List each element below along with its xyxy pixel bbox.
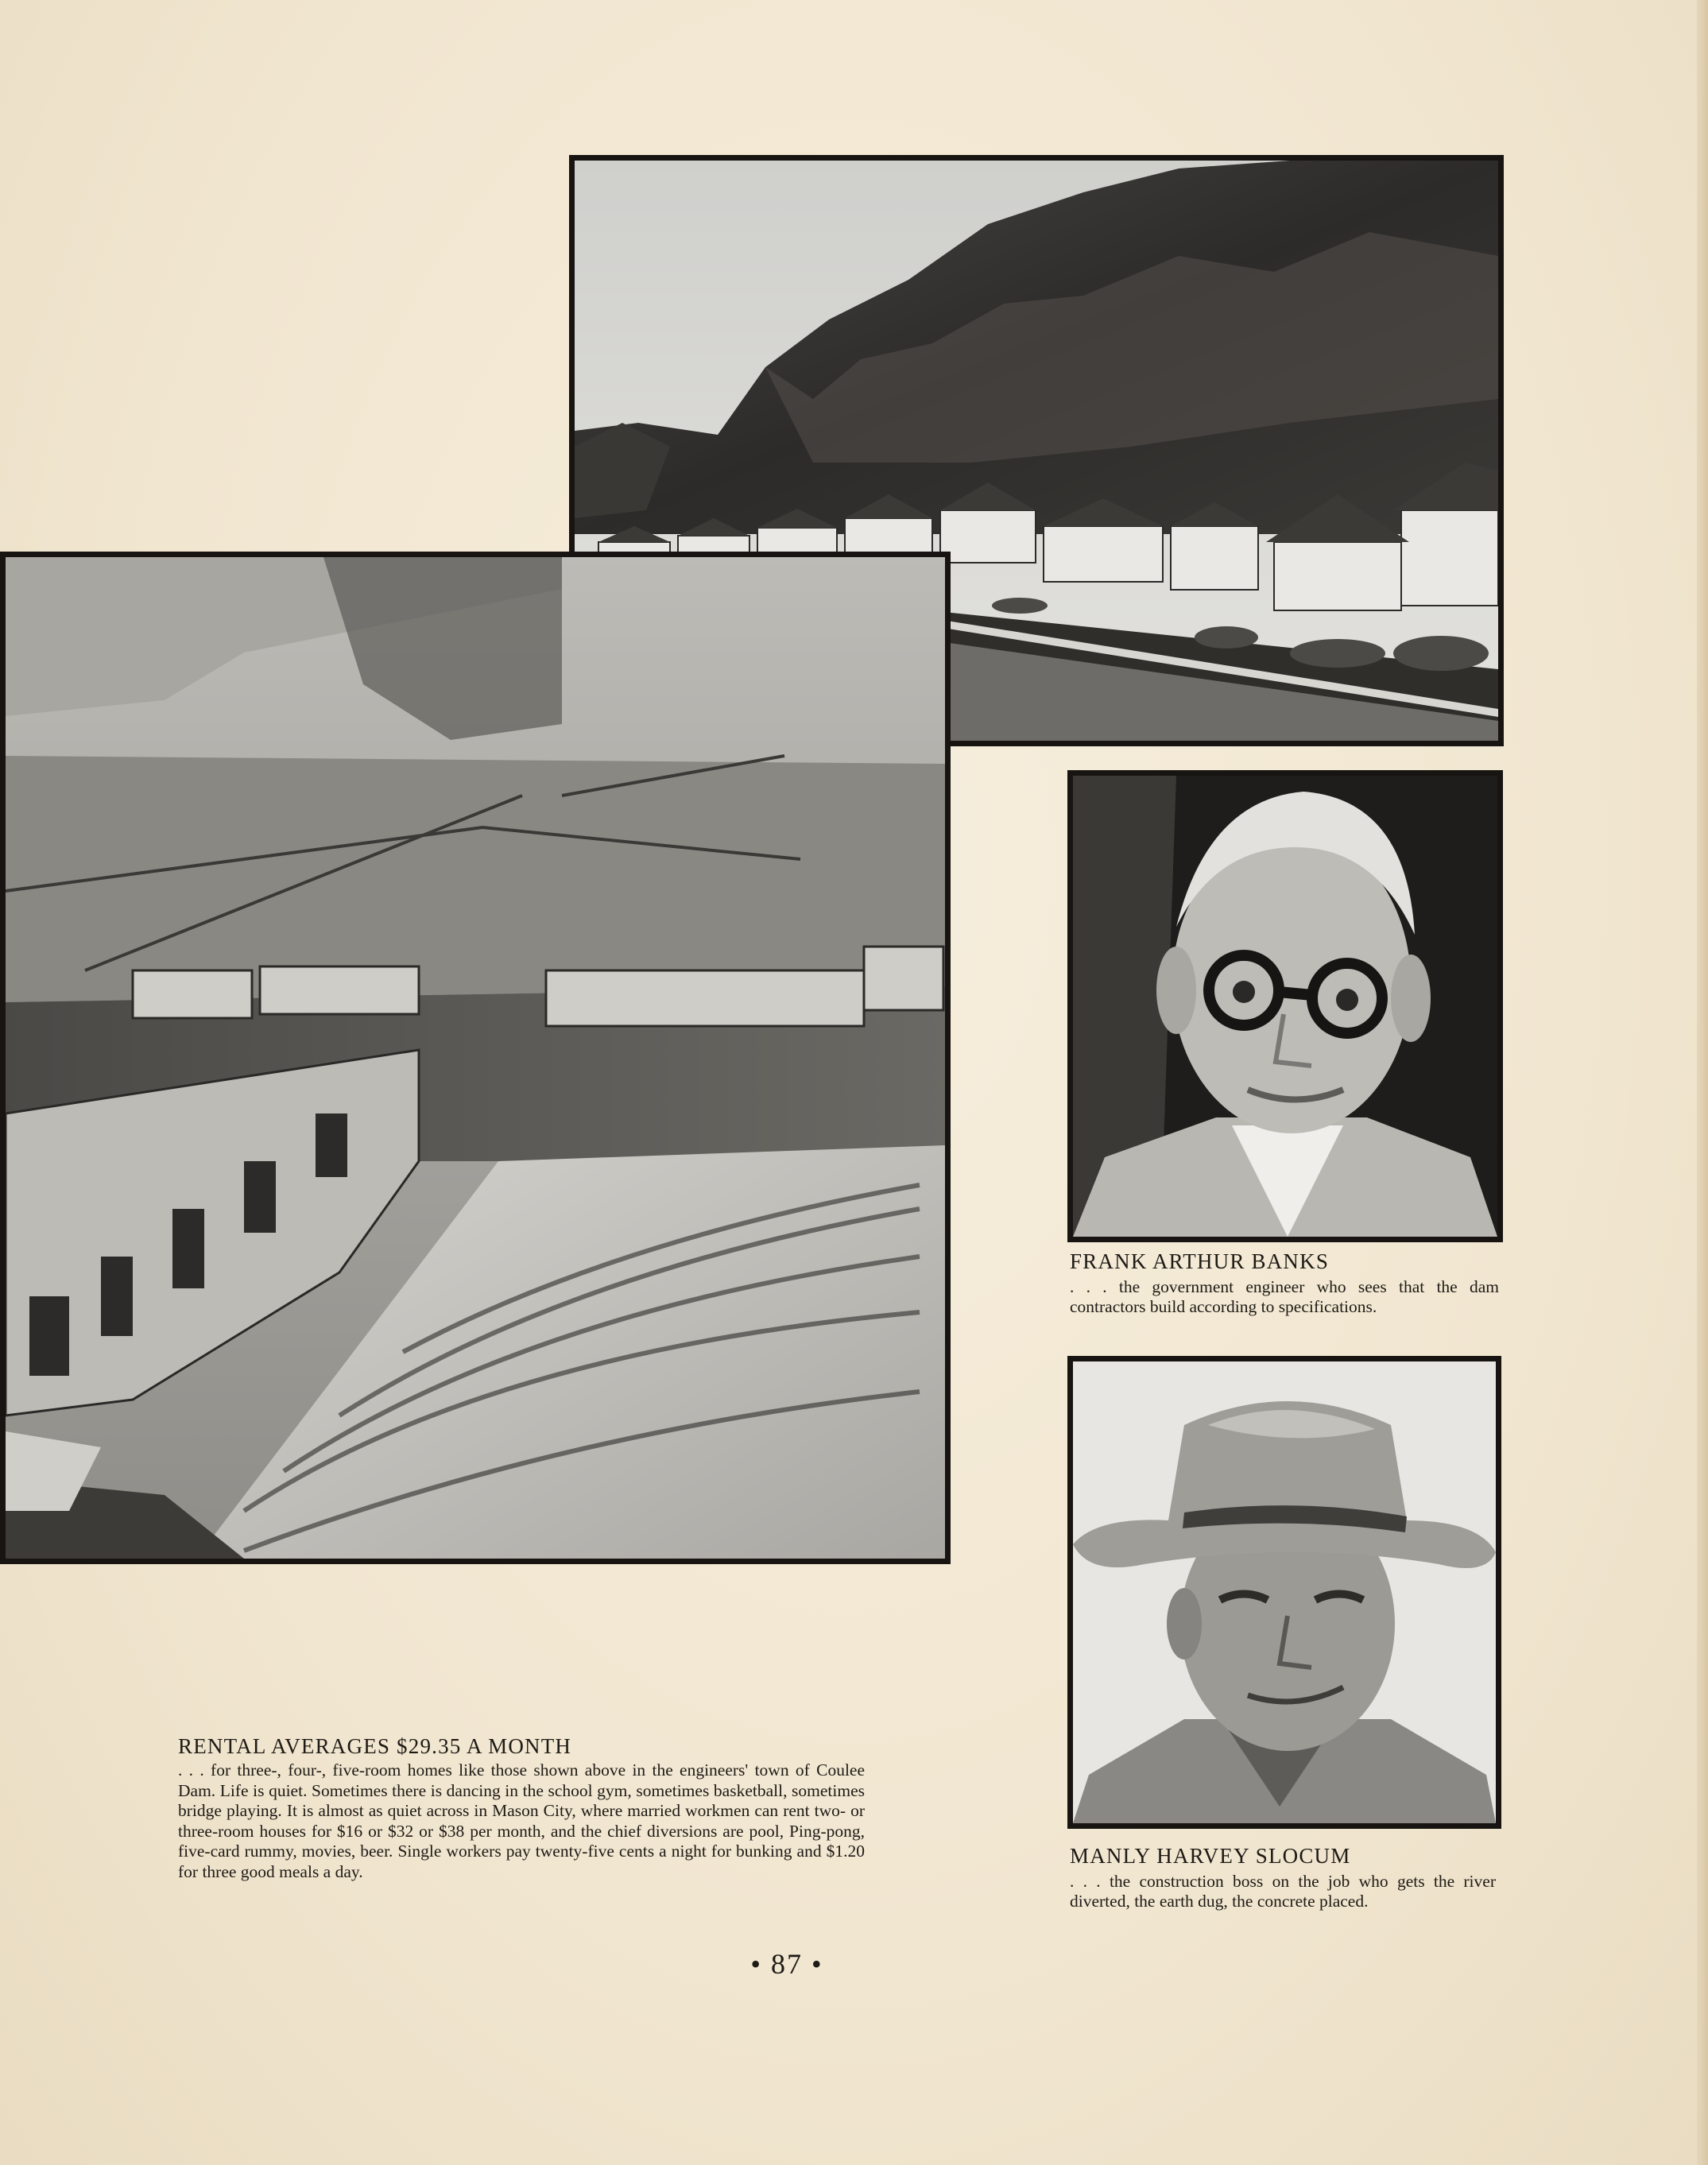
rental-caption [178,1734,865,1882]
banks-portrait-photo [1067,770,1503,1242]
slocum-portrait-photo [1067,1356,1501,1829]
rental-caption-text: . . . for three-, four-, five-room homes like those shown above in the engineers' town of Coulee Dam. Life is quiet. Sometimes there is dancing in the school gym, sometimes basketball, sometimes bridge playing. It is almost as quiet across in Mason City, where married workmen can rent two- or three-room houses for $16 or $32 or $38 per month, and the chief diversions are pool, Ping-pong, five-card rummy, movies, beer. Single workers pay twenty-five cents a night for bunking and $1.20 for three good meals a day. [178,1760,865,1881]
dam-construction-image [6,557,945,1559]
page-edge [1697,0,1708,2165]
page-number: • 87 • [750,1948,823,1980]
banks-portrait-image [1073,776,1497,1237]
rental-heading: RENTAL AVERAGES $29.35 A MONTH [178,1734,572,1758]
banks-caption-text: . . . the government engineer who sees that the dam contractors build according to specifications. [1070,1277,1499,1316]
slocum-caption [1070,1844,1496,1911]
banks-name: FRANK ARTHUR BANKS [1070,1249,1330,1273]
slocum-caption-text: . . . the construction boss on the job who gets the river diverted, the earth dug, the concrete placed. [1070,1872,1496,1911]
slocum-name: MANLY HARVEY SLOCUM [1070,1844,1351,1868]
slocum-portrait-image [1073,1361,1496,1823]
dam-construction-photo [0,552,951,1564]
banks-caption [1070,1249,1499,1317]
